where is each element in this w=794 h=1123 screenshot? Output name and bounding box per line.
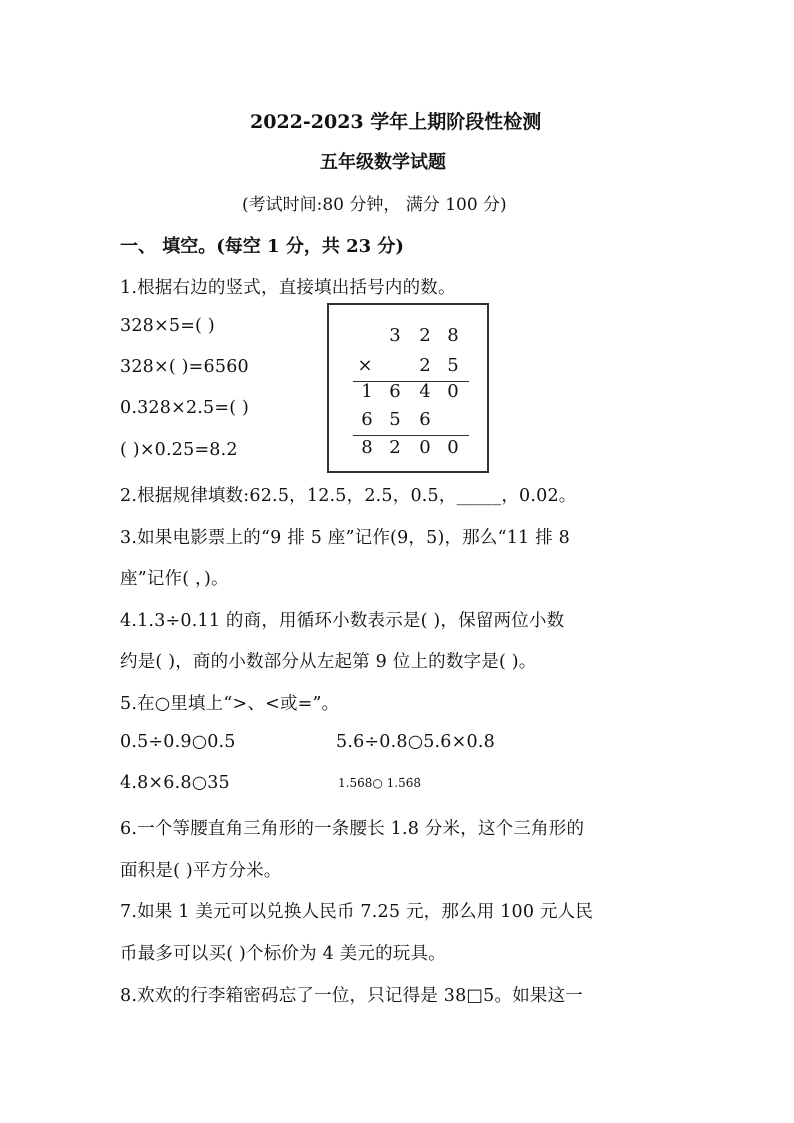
calc-digit: 6 (389, 381, 401, 402)
question-7-line-1: 7.如果 1 美元可以兑换人民币 7.25 元，那么用 100 元人民 (120, 902, 594, 922)
calc-digit: 2 (419, 355, 431, 376)
question-6-line-2: 面积是( )平方分米。 (120, 861, 282, 881)
question-4-line-1: 4.1.3÷0.11 的商，用循环小数表示是( )，保留两位小数 (120, 611, 565, 631)
calc-operator: × (357, 355, 373, 376)
question-6-line-1: 6.一个等腰直角三角形的一条腰长 1.8 分米，这个三角形的 (120, 819, 585, 839)
vertical-multiplication (327, 303, 489, 473)
calc-digit: 5 (389, 409, 401, 430)
question-3-line-1: 3.如果电影票上的“9 排 5 座”记作(9，5)，那么“11 排 8 (120, 528, 570, 548)
question-5: 5.在○里填上“>、<或=”。 (120, 694, 340, 714)
calc-digit: 6 (361, 409, 373, 430)
calc-digit: 2 (419, 325, 431, 346)
calc-digit: 0 (419, 437, 431, 458)
q5-item-c: 4.8×6.8○35 (120, 773, 230, 793)
q5-item-d: 1.56̇8̇○ 1.5̇6̇8̇ (338, 776, 421, 790)
question-8-line-1: 8.欢欢的行李箱密码忘了一位，只记得是 38□5。如果这一 (120, 986, 583, 1006)
calc-digit: 1 (361, 381, 373, 402)
calc-digit: 8 (361, 437, 373, 458)
q1-line-1: 328×5=( ) (120, 316, 215, 336)
exam-subtitle: 五年级数学试题 (320, 152, 446, 173)
q5-item-a: 0.5÷0.9○0.5 (120, 732, 236, 752)
exam-title: 2022-2023 学年上期阶段性检测 (250, 111, 542, 133)
question-2: 2.根据规律填数:62.5，12.5，2.5，0.5，_____，0.02。 (120, 486, 577, 506)
calc-digit: 2 (389, 437, 401, 458)
exam-note: (考试时间:80 分钟， 满分 100 分) (242, 195, 507, 215)
question-7-line-2: 币最多可以买( )个标价为 4 美元的玩具。 (120, 944, 446, 964)
q1-line-3: 0.328×2.5=( ) (120, 398, 250, 418)
section-heading: 一、 填空。(每空 1 分，共 23 分) (120, 236, 404, 257)
calc-rule (353, 435, 469, 436)
calc-digit: 4 (419, 381, 431, 402)
question-3-line-2: 座”记作( ，)。 (120, 569, 229, 589)
q5-item-b: 5.6÷0.8○5.6×0.8 (336, 732, 495, 752)
calc-digit: 8 (447, 325, 459, 346)
question-1: 1.根据右边的竖式，直接填出括号内的数。 (120, 278, 456, 298)
question-4-line-2: 约是( )，商的小数部分从左起第 9 位上的数字是( )。 (120, 652, 537, 672)
q1-line-4: ( )×0.25=8.2 (120, 440, 238, 460)
q1-line-2: 328×( )=6560 (120, 357, 249, 377)
calc-digit: 0 (447, 381, 459, 402)
calc-digit: 5 (447, 355, 459, 376)
calc-digit: 0 (447, 437, 459, 458)
calc-digit: 3 (389, 325, 401, 346)
calc-digit: 6 (419, 409, 431, 430)
